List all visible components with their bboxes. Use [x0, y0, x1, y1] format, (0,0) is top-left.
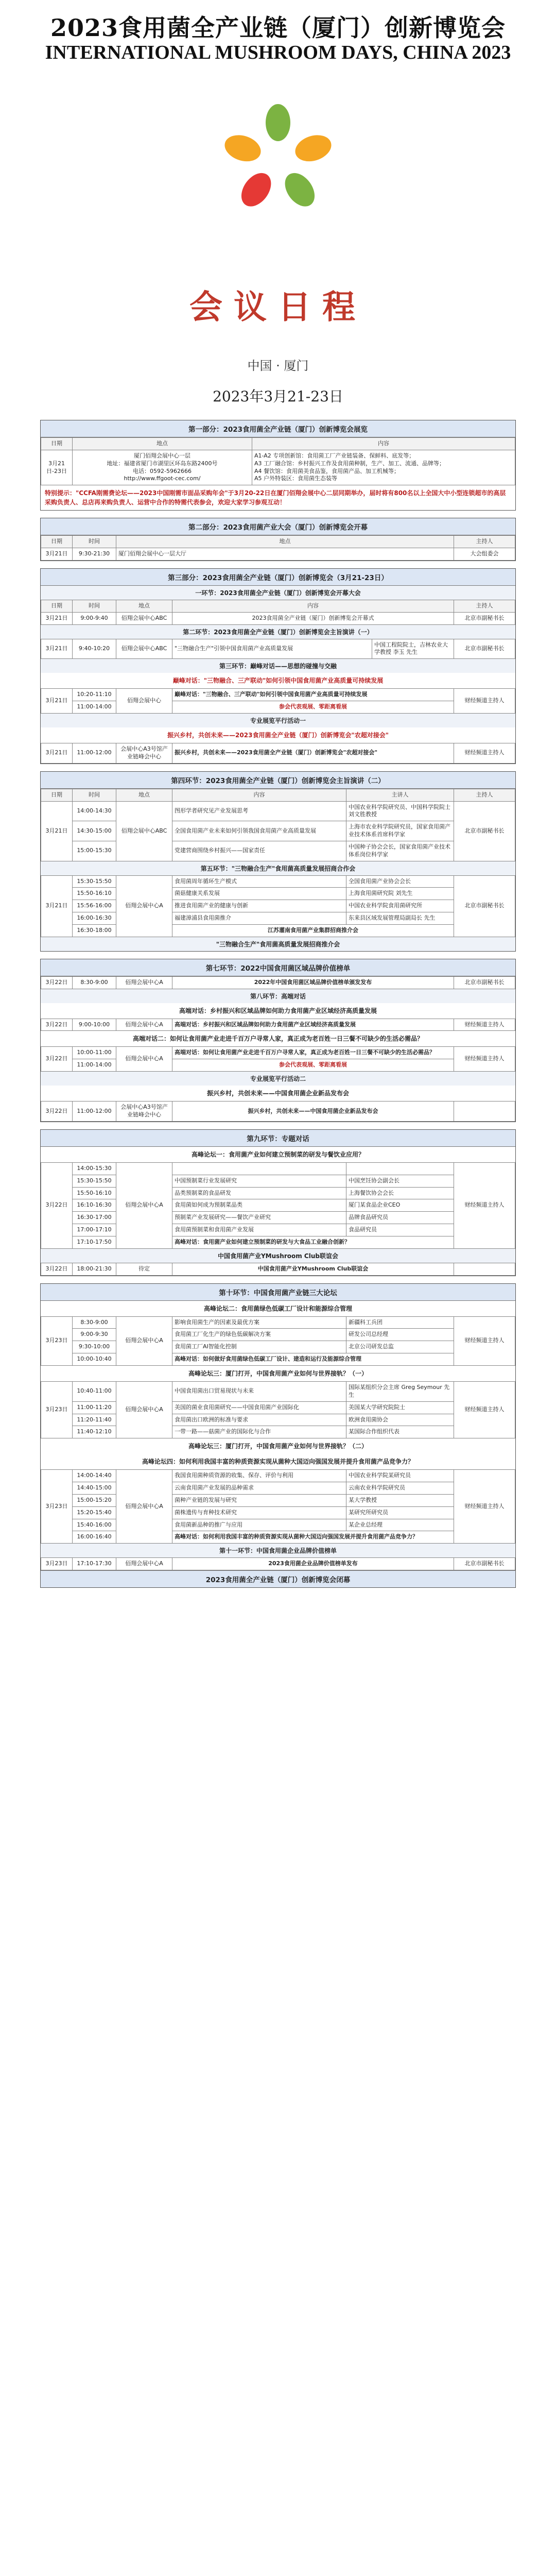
- cell-place: 佰翔会展中心: [116, 689, 172, 714]
- ranking-table: [41, 1557, 515, 1570]
- cell-speaker: 北京公司研发总监: [346, 1341, 454, 1353]
- cell-time: 14:40-15:00: [73, 1482, 116, 1495]
- cell-content: 预制菜产业发展研究——餐饮产业研究: [172, 1212, 346, 1224]
- cell-time: 11:00-14:00: [73, 1059, 116, 1072]
- section-day2-morning: [40, 959, 516, 1122]
- cell-content: 云南食用菌产业发展的品种需求: [172, 1482, 346, 1495]
- cell-place: 佰翔会展中心A: [116, 1316, 172, 1365]
- cell-time: 16:30-17:00: [73, 1212, 116, 1224]
- cell-time: 8:30-9:00: [73, 1316, 116, 1329]
- sub-banner: 第十一环节：中国食用菌企业品牌价值榜单: [41, 1544, 515, 1557]
- cell-speaker: 品牌食品研究员: [346, 1212, 454, 1224]
- cell-content: 2023食用菌企业品牌价值榜单发布: [172, 1558, 454, 1570]
- cell-speaker: 东来县区域发展管理局副局长 先生: [346, 912, 454, 925]
- cell-speaker: 中国农业科学院某研究员: [346, 1470, 454, 1482]
- section-forum-day1: [40, 568, 516, 764]
- dialog-title: 高端对话二：如何让食用菌产业走进千百万户寻常人家，真正成为老百姓一日三餐不可缺少的生活必需品？: [132, 1035, 423, 1043]
- cell-host: 财经频道主持人: [454, 1316, 515, 1365]
- cell-date: 3月22日: [41, 1263, 73, 1275]
- cell-content: 影响食用菌生产的因素及最优方案: [172, 1316, 346, 1329]
- col-date: 日期: [41, 438, 73, 450]
- opening-table: [41, 535, 515, 561]
- section-prepared-food: [40, 1129, 516, 1276]
- cell-speaker: 中国农业科学院研究员、中国科学院院士刘文胜教授: [346, 801, 454, 821]
- cell-time: 15:00-15:20: [73, 1494, 116, 1506]
- cell-time: 16:00-16:30: [73, 912, 116, 925]
- cell-time: 11:00-11:20: [73, 1401, 116, 1414]
- cell-place: 会展中心A3号馆产业链峰会中心: [116, 1101, 172, 1122]
- cell-time: 15:30-15:50: [73, 1175, 116, 1187]
- cell-content: 江苏灌南食用菌产业集群招商推介会: [172, 924, 454, 937]
- sub-banner: 第三环节：巅峰对话——思想的碰撞与交融: [41, 659, 515, 673]
- cell-content: 全国食用菌产业未来如何引领我国食用菌产业高质量发展: [172, 821, 346, 841]
- col-content: 内容: [252, 438, 515, 450]
- cell-time: 9:30-10:00: [73, 1341, 116, 1353]
- cell-host: 北京市副秘书长: [454, 875, 515, 937]
- keynote-table: [41, 789, 515, 861]
- cell-time: 9:30-21:30: [73, 548, 116, 561]
- mushroom-logo: [216, 98, 340, 237]
- cell-speaker: 国际某组织分会主席 Greg Seymour 先生: [346, 1381, 454, 1401]
- sub-banner: 专业展览平行活动一: [41, 714, 515, 727]
- cell-time: 16:00-16:40: [73, 1531, 116, 1544]
- cell-time: 18:00-21:30: [73, 1263, 116, 1275]
- cell-speaker: 上海食用菌研究院 刘先生: [346, 888, 454, 900]
- cell-speaker: 厦门某食品企业CEO: [346, 1199, 454, 1212]
- cell-content: 巅峰对话："三物融合、三产联动"如何引领中国食用菌产业高质量可持续发展: [172, 689, 454, 701]
- brand-table: [41, 976, 515, 989]
- sub-banner: 第二环节：2023食用菌全产业链（厦门）创新博览会主旨演讲（一）: [41, 625, 515, 639]
- cell-host: [454, 1263, 515, 1275]
- cell-content: 高端对话：如何让食用菌产业走进千百万户寻常人家，真正成为老百姓一日三餐不可缺少的生活必需品？: [172, 1047, 454, 1059]
- cell-time: 9:00-9:30: [73, 1329, 116, 1341]
- cell-time: 9:00-10:00: [73, 1019, 116, 1031]
- cell-time: 10:40-11:00: [73, 1381, 116, 1401]
- cell-time: 9:40-10:20: [73, 639, 116, 659]
- cell-content: 推进食用菌产业的健康与创新: [172, 900, 346, 912]
- col-time: 时间: [73, 600, 116, 612]
- cell-content: 高峰对话：如何利用我国丰富的种质资源实现从菌种大国迈向强国发展并提升食用菌产品竞争力？: [172, 1531, 454, 1544]
- cell-content: 美国的菌业食用菌研究——中国食用菌产业国际化: [172, 1401, 346, 1414]
- exhibition-table: [41, 437, 515, 485]
- cell-host: 财经频道主持人: [454, 1162, 515, 1248]
- cell-speaker: 某企业总经理: [346, 1519, 454, 1531]
- cell-time: 14:30-15:00: [73, 821, 116, 841]
- cell-speaker: [346, 1162, 454, 1175]
- cell-content: 食用菌新品种的推广与应用: [172, 1519, 346, 1531]
- cell-host: 财经频道主持人: [454, 743, 515, 763]
- cell-date: 3月21日-23日: [41, 450, 73, 485]
- agenda-body: [40, 420, 516, 2576]
- cell-time: 15:50-16:10: [73, 888, 116, 900]
- special-note: 特别提示："CCFA刚需费论坛——2023中国刚需市面品采购年会"于3月20-22日在厦门佰翔会展中心二层同期举办，届时将有800名以上全国大中小型连锁超市的高层采购负责人、总店再来购负责人、运营中合作的特需代表参会，欢迎大家学习参观互动！: [45, 489, 506, 506]
- cell-place: 佰翔会展中心A: [116, 1047, 172, 1072]
- cell-content: 参会代表观展、零距离看展: [172, 701, 454, 714]
- cell-host: 财经频道主持人: [454, 1019, 515, 1031]
- col-time: 时间: [73, 789, 116, 801]
- col-place: 地点: [116, 536, 454, 548]
- cell-content: 党建营商围绕乡村振兴——国家责任: [172, 841, 346, 861]
- section-banner: 第二部分：2023食用菌产业大会（厦门）创新博览会开幕: [41, 518, 515, 535]
- col-place: 地点: [116, 789, 172, 801]
- dialog-table-1: [41, 1019, 515, 1031]
- dialog-title: 高端对话：乡村振兴和区域品牌如何助力食用菌产业区域经济高质量发展: [179, 1007, 377, 1014]
- cell-speaker: 新疆科工兵团: [346, 1316, 454, 1329]
- cell-time: 15:56-16:00: [73, 900, 116, 912]
- cell-content: 高端对话：乡村振兴和区域品牌如何助力食用菌产业区域经济高质量发展: [172, 1019, 454, 1031]
- cell-areas: A1-A2 专项创新馆：食用菌工厂产业链装备、保鲜料、底发等； A3 工厂融合馆：乡村振兴工作及食用菌种制，生产、加工、流通、品牌等； A4 餐饮馆：食用菌美食品鉴，食用菌产品、加工机械等； A5 户外特装区：食用菌生态装等: [252, 450, 515, 485]
- forum-table-2: [41, 639, 515, 659]
- cell-content: 食用菌预制菜和食用菌产业发展: [172, 1224, 346, 1236]
- location-text: 中国 · 厦门: [247, 359, 309, 373]
- section-banner: 第七环节：2022中国食用菌区域品牌价值榜单: [41, 959, 515, 976]
- col-date: 日期: [41, 536, 73, 548]
- cell-place: 佰翔会展中心A: [116, 1381, 172, 1438]
- sub-banner: 中国食用菌产业YMushroom Club联谊会: [41, 1249, 515, 1263]
- cell-host: 北京市副秘书长: [454, 976, 515, 989]
- cell-place: 佰翔会展中心ABC: [116, 801, 172, 861]
- cell-time: 15:50-16:10: [73, 1187, 116, 1199]
- cell-date: 3月21日: [41, 689, 73, 714]
- cell-time: 16:10-16:30: [73, 1199, 116, 1212]
- cell-content: 食用菌工厂化生产的绿色低碳解决方案: [172, 1329, 346, 1341]
- dialog-title: 振兴乡村，共创未来——中国食用菌企业新品发布会: [206, 1090, 349, 1097]
- agenda-title: 会议日程: [189, 288, 367, 327]
- cell-content: 福建漳浦县食用菌推介: [172, 912, 346, 925]
- dialog-title: 高峰论坛三：厦门打开，中国食用菌产业如何与世界接轨？（二）: [188, 1443, 368, 1450]
- dialog-title: 高峰论坛四：如何利用我国丰富的种质资源实现从菌种大国迈向强国发展并提升食用菌产品竞争力？: [142, 1458, 414, 1466]
- cell-time: 11:00-12:00: [73, 743, 116, 763]
- cell-content: 菌种产业链的发展与研究: [172, 1494, 346, 1506]
- cell-date: 3月23日: [41, 1558, 73, 1570]
- col-content: 内容: [172, 789, 346, 801]
- col-time: 时间: [73, 536, 116, 548]
- cell-speaker: 中国工程院院士，吉林农业大学教授 李玉 先生: [372, 639, 454, 659]
- cell-speaker: 中国农业科学院食用菌研究所: [346, 900, 454, 912]
- cell-date: 3月22日: [41, 1162, 73, 1248]
- col-place: 地点: [116, 600, 172, 612]
- cell-time: 10:00-10:40: [73, 1353, 116, 1366]
- cell-host: [454, 1101, 515, 1122]
- cell-content: 食用菌如何成为预制菜品类: [172, 1199, 346, 1212]
- section-banner: 第一部分：2023食用菌全产业链（厦门）创新博览会展览: [41, 420, 515, 437]
- cell-host: 财经频道主持人: [454, 689, 515, 714]
- cell-speaker: 美国某大学研究院院士: [346, 1401, 454, 1414]
- cell-place: 佰翔会展中心A: [116, 1470, 172, 1544]
- sub-banner: 第五环节："三物融合生产"食用菌高质量发展招商合作会: [41, 861, 515, 875]
- cell-host: 财经频道主持人: [454, 1470, 515, 1544]
- cell-content: [172, 1162, 346, 1175]
- col-speaker: 主讲人: [346, 789, 454, 801]
- sub-banner: 第八环节：高端对话: [41, 989, 515, 1003]
- section-banner: 第九环节：专题对话: [41, 1130, 515, 1147]
- main-title-cn: 2023食用菌全产业链（厦门）创新博览会: [50, 14, 506, 42]
- cell-time: 11:00-12:00: [73, 1101, 116, 1122]
- sub-banner: 专业展览平行活动二: [41, 1072, 515, 1086]
- cell-content: 振兴乡村，共创未来——2023食用菌全产业链（厦门）创新博览会"农超对接会": [172, 743, 454, 763]
- dialog-table-2: [41, 1046, 515, 1072]
- cell-content: 菌株遗传与育种技术研究: [172, 1506, 346, 1519]
- cell-time: 11:40-12:10: [73, 1426, 116, 1438]
- cell-speaker: 某国际合作组织代表: [346, 1426, 454, 1438]
- promotion-table: [41, 875, 515, 937]
- col-date: 日期: [41, 789, 73, 801]
- forum-table-1: [41, 600, 515, 625]
- cell-time: 11:00-14:00: [73, 701, 116, 714]
- cell-time: 15:20-15:40: [73, 1506, 116, 1519]
- forum-table-3: [41, 688, 515, 714]
- cell-time: 17:00-17:10: [73, 1224, 116, 1236]
- cell-place: 待定: [116, 1263, 172, 1275]
- cell-date: 3月23日: [41, 1316, 73, 1365]
- section-keynote-2: [40, 771, 516, 952]
- cell-speaker: 研发公司总经理: [346, 1329, 454, 1341]
- col-place: 地点: [73, 438, 252, 450]
- section-day3: [40, 1283, 516, 1588]
- cell-place: 佰翔会展中心ABC: [116, 612, 172, 624]
- launch-table: [41, 1101, 515, 1122]
- dialog-title: 振兴乡村，共创未来——2023食用菌全产业链（厦门）创新博览会"农超对接会": [167, 731, 389, 739]
- club-table: [41, 1263, 515, 1276]
- cell-speaker: 某大学教授: [346, 1494, 454, 1506]
- cell-content: 2022年中国食用菌区域品牌价值榜单颁发发布: [172, 976, 454, 989]
- section-banner: 第四环节：2023食用菌全产业链（厦门）创新博览会主旨演讲（二）: [41, 772, 515, 789]
- sub-banner: 一环节：2023食用菌全产业链（厦门）创新博览会开幕大会: [41, 586, 515, 600]
- cell-content: 参会代表观展、零距离看展: [172, 1059, 454, 1072]
- forum-table-4: [41, 743, 515, 764]
- cell-date: 3月21日: [41, 743, 73, 763]
- col-content: 内容: [172, 600, 454, 612]
- cell-place: 佰翔会展中心A: [116, 875, 172, 937]
- cell-place: 佰翔会展中心A: [116, 976, 172, 989]
- cell-speaker: 上海市农业科学院研究员，国家食用菌产业技术体系首席科学家: [346, 821, 454, 841]
- cell-time: 15:30-15:50: [73, 875, 116, 888]
- cell-date: 3月23日: [41, 1381, 73, 1438]
- cell-content: 我国食用菌种质资源的收集、保存、评价与利用: [172, 1470, 346, 1482]
- cell-time: 17:10-17:50: [73, 1236, 116, 1248]
- global-table: [41, 1381, 515, 1438]
- cell-content: 振兴乡村，共创未来——中国食用菌企业新品发布会: [172, 1101, 454, 1122]
- cell-date: 3月22日: [41, 1019, 73, 1031]
- cell-time: 10:20-11:10: [73, 689, 116, 701]
- cell-date: 3月21日: [41, 875, 73, 937]
- cell-content: 高峰对话：如何做好食用菌绿色低碳工厂设计、建造和运行及能源综合管理: [172, 1353, 454, 1366]
- cell-host: 大会组委会: [454, 548, 515, 561]
- cell-time: 9:00-9:40: [73, 612, 116, 624]
- cell-place: 佰翔会展中心A: [116, 1019, 172, 1031]
- cell-content: 食用菌工厂AI智能化控制: [172, 1341, 346, 1353]
- cell-speaker: 欧洲食用菌协会: [346, 1414, 454, 1426]
- germplasm-table: [41, 1469, 515, 1544]
- cell-place: 会展中心A3号馆产业链峰会中心: [116, 743, 172, 763]
- cell-time: 8:30-9:00: [73, 976, 116, 989]
- cell-host: 北京市副秘书长: [454, 1558, 515, 1570]
- cell-time: 17:10-17:30: [73, 1558, 116, 1570]
- dialog-title: 巅峰对话："三物融合、三产联动"如何引领中国食用菌产业高质量可持续发展: [172, 677, 384, 685]
- cell-speaker: 云南农业科学院研究员: [346, 1482, 454, 1495]
- cell-date: 3月21日: [41, 639, 73, 659]
- cell-date: 3月21日: [41, 548, 73, 561]
- cell-date: 3月21日: [41, 612, 73, 624]
- cell-date: 3月23日: [41, 1470, 73, 1544]
- cell-host: 财经频道主持人: [454, 1381, 515, 1438]
- cell-time: 14:00-14:40: [73, 1470, 116, 1482]
- col-host: 主持人: [454, 600, 515, 612]
- cell-content: "三物融合生产"引领中国食用菌产业高质量发展: [172, 639, 372, 659]
- cell-time: 14:00-15:30: [73, 1162, 116, 1175]
- cell-speaker: 中国烹饪协会副会长: [346, 1175, 454, 1187]
- cell-content: 图形学者研究见产业发展思考: [172, 801, 346, 821]
- dialog-title: 高峰论坛二：食用菌绿色低碳工厂设计和能源综合管理: [203, 1304, 352, 1312]
- cell-place: 佰翔会展中心A: [116, 1558, 172, 1570]
- main-title-en: INTERNATIONAL MUSHROOM DAYS, CHINA 2023: [45, 42, 511, 63]
- cell-speaker: 全国食用菌产业协会会长: [346, 875, 454, 888]
- col-date: 日期: [41, 600, 73, 612]
- cell-time: 14:00-14:30: [73, 801, 116, 821]
- cell-time: 10:00-11:00: [73, 1047, 116, 1059]
- col-host: 主持人: [454, 789, 515, 801]
- cell-date: 3月22日: [41, 1047, 73, 1072]
- cell-speaker: 上海餐饮协会会长: [346, 1187, 454, 1199]
- cell-content: 食用菌出口欧洲的标准与要求: [172, 1414, 346, 1426]
- dialog-title: 高峰论坛一：食用菌产业如何建立预制菜的研发与餐饮业应用？: [191, 1150, 364, 1158]
- cell-place: 厦门佰翔会展中心一层大厅: [116, 548, 454, 561]
- section-opening: [40, 518, 516, 561]
- cell-content: 一带一路——菇菌产业的国际化与合作: [172, 1426, 346, 1438]
- section-exhibition: [40, 420, 516, 511]
- cell-content: 中国预制菜行业发展研究: [172, 1175, 346, 1187]
- cell-place: 厦门佰翔会展中心一层 地址：福建省厦门市湖里区环岛东路2400号 电话：0592-5962666 http://www.ffgoot-cec.com/: [73, 450, 252, 485]
- cell-content: 高峰对话：食用菌产业如何建立预制菜的研发与大食品工业融合创新？: [172, 1236, 454, 1248]
- cell-host: 财经频道主持人: [454, 1047, 515, 1072]
- sub-banner: "三物融合生产"食用菌高质量发展招商推介会: [41, 937, 515, 951]
- cell-content: 品类预制菜的食品研发: [172, 1187, 346, 1199]
- section-banner: 第三部分：2023食用菌全产业链（厦门）创新博览会（3月21-23日）: [41, 569, 515, 586]
- cell-content: 食用菌周年循环生产模式: [172, 875, 346, 888]
- cell-speaker: 中国种子协会会长，国家食用菌产业技术体系岗位科学家: [346, 841, 454, 861]
- cell-content: 中国食用菌产业YMushroom Club联谊会: [172, 1263, 454, 1275]
- cell-content: 2023食用菌全产业链（厦门）创新博览会开幕式: [172, 612, 454, 624]
- cell-content: 菌菇健康关系发展: [172, 888, 346, 900]
- cell-time: 16:30-18:00: [73, 924, 116, 937]
- cell-speaker: 食品研究员: [346, 1224, 454, 1236]
- col-host: 主持人: [454, 536, 515, 548]
- dialog-title: 高峰论坛三：厦门打开，中国食用菌产业如何与世界接轨？（一）: [188, 1369, 368, 1377]
- cell-time: 11:20-11:40: [73, 1414, 116, 1426]
- cell-time: 15:40-16:00: [73, 1519, 116, 1531]
- cell-speaker: 某研究所研究员: [346, 1506, 454, 1519]
- cell-host: 北京市副秘书长: [454, 801, 515, 861]
- cell-host: 北京市副秘书长: [454, 639, 515, 659]
- cell-time: 15:00-15:30: [73, 841, 116, 861]
- cell-place: 佰翔会展中心A: [116, 1162, 172, 1248]
- cell-date: 3月21日: [41, 801, 73, 861]
- cell-host: 北京市副秘书长: [454, 612, 515, 624]
- cell-date: 3月22日: [41, 1101, 73, 1122]
- cell-place: 佰翔会展中心ABC: [116, 639, 172, 659]
- closing-banner: 2023食用菌全产业链（厦门）创新博览会闭幕: [41, 1570, 515, 1587]
- cell-content: 中国食用菌出口贸易现状与未来: [172, 1381, 346, 1401]
- prepared-food-table: [41, 1162, 515, 1249]
- cell-date: 3月22日: [41, 976, 73, 989]
- low-carbon-table: [41, 1316, 515, 1366]
- event-date: 2023年3月21-23日: [213, 388, 343, 405]
- section-banner: 第十环节：中国食用菌产业链三大论坛: [41, 1284, 515, 1301]
